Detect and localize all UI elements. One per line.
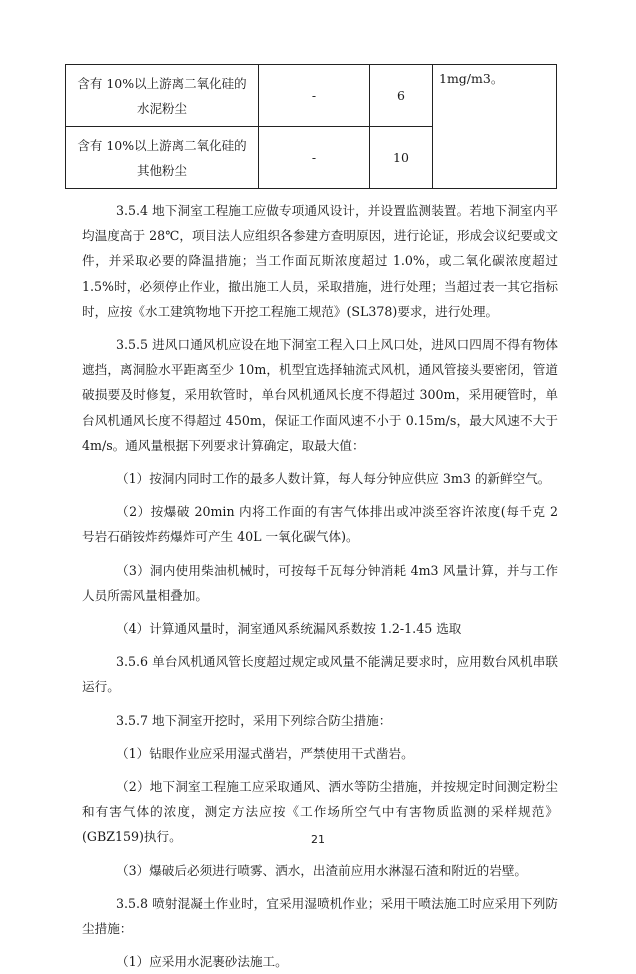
list-item: （1）钻眼作业应采用湿式凿岩，严禁使用干式凿岩。 [116,745,414,761]
list-item: （3）爆破后必须进行喷雾、洒水，出渣前应用水淋湿石渣和附近的岩壁。 [116,862,528,878]
list-item: （2）地下洞室工程施工应采取通风、洒水等防尘措施，并按规定时间测定粉尘和有害气体的浓度，测定方法应按《工作场所空气中有害物质监测的采样规范》(GBZ159)执行。 [82,779,558,845]
table-cell-substance: 含有 10%以上游离二氧化硅的其他粉尘 [66,127,259,189]
table-cell-note: 1mg/m3。 [433,65,557,189]
paragraph-3-5-4: 3.5.4 地下洞室工程施工应做专项通风设计，并设置监测装置。若地下洞室内平均温度高于 28℃，项目法人应组织各参建方查明原因，进行论证，形成会议纪要或文件，并采取必要的降温措施；当工作面瓦斯浓度超过 1.0%，或二氧化碳浓度超过 1.5%时，必须停止作业，撤出施工人员，采取措施，进行处理；当超过表一其它指标时，应按《水工建筑物地下开挖工程施工规范》(SL378)要求，进行处理。 [82,203,558,319]
list-item: （1）应采用水泥裹砂法施工。 [116,954,288,970]
table-cell-value: 10 [370,127,433,189]
table-cell-value: 6 [370,65,433,127]
table-cell-value: - [259,65,370,127]
dust-limit-table [65,64,557,189]
body-text [82,198,558,974]
page-number: 21 [311,833,325,846]
table-row [66,65,557,127]
paragraph-3-5-6: 3.5.6 单台风机通风管长度超过规定或风量不能满足要求时，应用数台风机串联运行。 [82,654,558,695]
paragraph-3-5-8: 3.5.8 喷射混凝土作业时，宜采用湿喷机作业；采用干喷法施工时应采用下列防尘措施： [82,895,558,937]
list-item: （1）按洞内同时工作的最多人数计算，每人每分钟应供应 3m3 的新鲜空气。 [116,471,551,487]
table-cell-substance: 含有 10%以上游离二氧化硅的水泥粉尘 [66,65,259,127]
paragraph-3-5-7: 3.5.7 地下洞室开挖时，采用下列综合防尘措施： [116,712,392,728]
table-cell-value: - [259,127,370,189]
list-item: （3）洞内使用柴油机械时，可按每千瓦每分钟消耗 4m3 风量计算，并与工作人员所需风量相叠加。 [82,562,558,603]
list-item: （2）按爆破 20min 内将工作面的有害气体排出或冲淡至容许浓度(每千克 2 号岩石硝铵炸药爆炸可产生 40L 一氧化碳气体)。 [82,504,558,545]
paragraph-3-5-5: 3.5.5 进风口通风机应设在地下洞室工程入口上风口处，进风口四周不得有物体遮挡，离洞脸水平距离至少 10m，机型宜选择轴流式风机，通风管接头要密闭，管道破损要及时修复，采用软管时，单台风机通风长度不得超过 300m，采用硬管时，单台风机通风长度不得超过 450m，保证工作面风速不小于 0.15m/s，最大风速不大于 4m/s。通风量根据下列要求计算确定，取最大值： [82,337,558,453]
list-item: （4）计算通风量时，洞室通风系统漏风系数按 1.2-1.45 选取 [116,621,462,637]
